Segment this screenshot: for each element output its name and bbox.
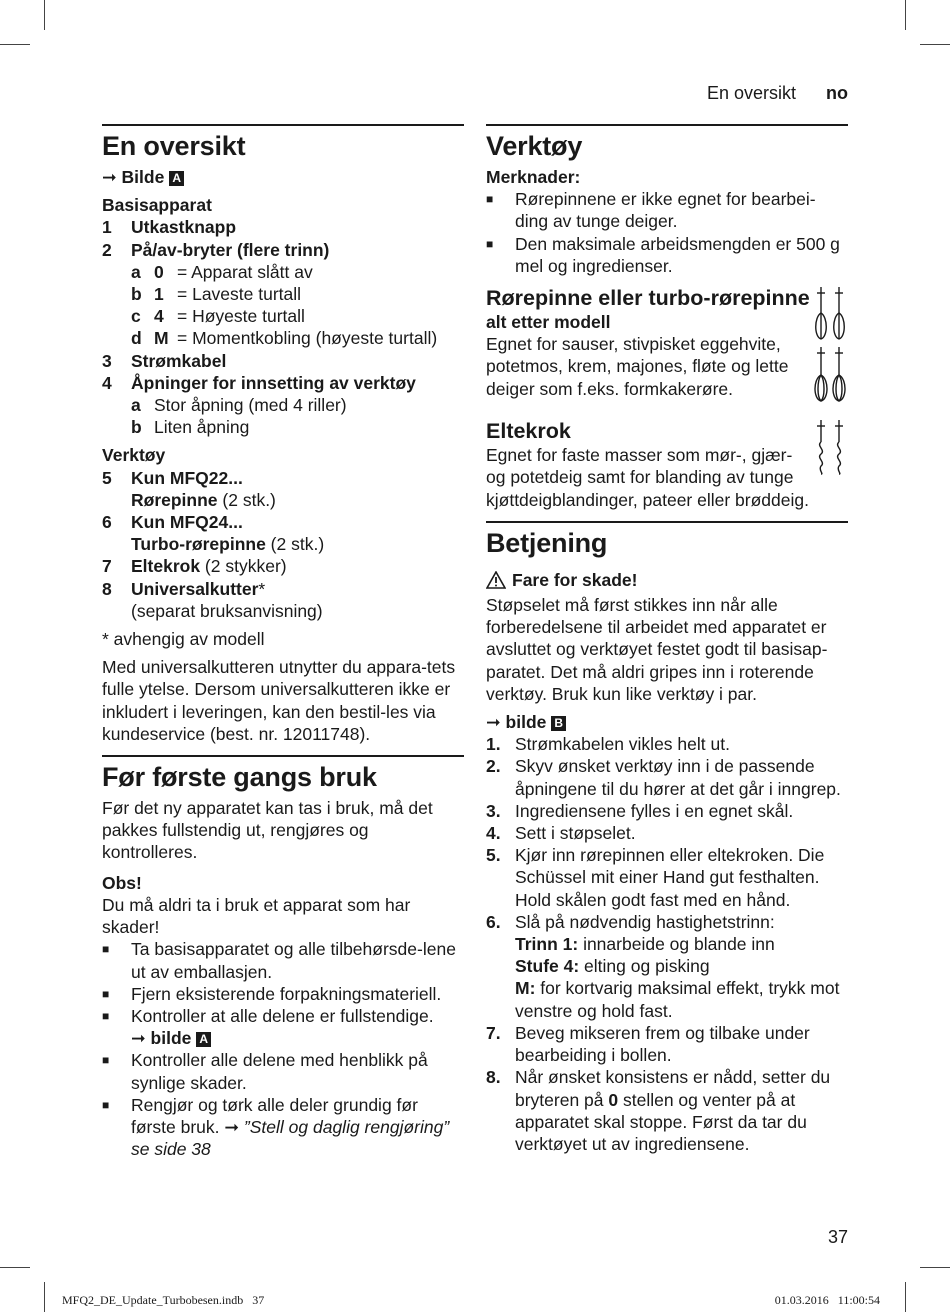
tool-title: Eltekrok [486,419,571,444]
step-item: 1. Strømkabelen vikles helt ut. [486,734,730,755]
list-item: 2 På/av-bryter (flere trinn) [102,239,330,260]
whisk-block [486,285,848,410]
crop-mark [44,1282,45,1312]
section-rule [102,124,464,126]
arrow-right-icon: ➞ [131,1028,146,1049]
figure-ref: ➞ Bilde A [102,166,464,188]
bullet-item: ■ Rengjør og tørk alle deler grundig før første bruk. ➞ ”Stell og daglig rengjøring” se side 38 [102,1094,450,1160]
section-title: Betjening [486,527,608,558]
switch-setting: a 0 = Apparat slått av [131,261,313,282]
hook-block [486,418,848,511]
running-header [707,82,848,104]
crop-mark [905,1282,906,1312]
crop-mark [44,0,45,30]
right-column [486,124,848,1155]
crop-mark [920,1267,950,1268]
step-item: 4. Sett i støpselet. [486,823,636,844]
danger-title: Fare for skade! [486,569,848,594]
bullet-item: ■ Den maksimale arbeidsmengden er 500 g mel og ingredienser. [486,233,840,276]
step-item: 5. Kjør inn rørepinnen eller eltekroken. Die Schüssel mit einer Hand gut festhalten. Hold skålen godt fast med en hånd. [486,845,825,910]
paragraph: Egnet for sauser, stivpisket eggehvite, potetmos, krem, majones, fløte og lette deiger som f.eks. formkakerøre. [486,334,789,399]
square-bullet-icon: ■ [486,192,494,207]
figure-letter-icon: A [169,171,184,186]
bullet-item: ■ Ta basisapparatet og alle tilbehørsde-lene ut av emballasjen. [102,939,456,982]
warning-icon [486,571,506,594]
switch-setting: c 4 = Høyeste turtall [131,306,305,327]
step-item: 7. Beveg mikseren frem og tilbake under bearbeiding i bollen. [486,1022,810,1066]
bullet-item: ■ Fjern eksisterende forpakningsmateriell. [102,983,442,1004]
section-rule [102,755,464,757]
arrow-right-icon: ➞ [486,712,501,733]
step-item: 2. Skyv ønsket verktøy inn i de passende åpningene til du hører at det går i inngrep. [486,756,841,799]
opening-item: b Liten åpning [131,417,250,438]
section-rule [486,124,848,126]
footnote: * avhengig av modell [102,629,265,650]
paragraph: Du må aldri ta i bruk et apparat som har skader! [102,894,411,938]
section-rule [486,521,848,523]
footer-file: MFQ2_DE_Update_Turbobesen.indb 37 [62,1293,265,1307]
paragraph: Med universalkutteren utnytter du appara-tets fulle ytelse. Dersom universalkutteren ikke er inkludert i leveringen, kan den bestil-les via kundeservice (best. nr. 12011748). [102,657,456,744]
square-bullet-icon: ■ [102,942,110,957]
paragraph: Før det ny apparatet kan tas i bruk, må det pakkes fullstendig ut, rengjøres og kontrolleres. [102,798,433,863]
bullet-item: ■ Rørepinnene er ikke egnet for bearbei-ding av tunge deiger. [486,189,816,232]
whisk-icon [812,285,848,410]
subsection-title: Basisapparat [102,195,212,216]
cross-reference: ”Stell og daglig rengjøring” se side 38 [131,1116,450,1160]
tool-subtitle: alt etter modell [486,312,611,333]
caution-title: Obs! [102,872,142,893]
square-bullet-icon: ■ [102,986,110,1001]
dough-hook-icon [812,418,848,511]
step-item: 8. Når ønsket konsistens er nådd, setter du bryteren på 0 stellen og venter på at apparatet skal stoppe. Først da tar du verktøyet ut av ingrediensene. [486,1067,831,1154]
arrow-right-icon: ➞ [102,167,117,187]
header-language: no [826,83,848,103]
section-title: Verktøy [486,131,583,161]
crop-mark [0,1267,30,1268]
switch-setting: b 1 = Laveste turtall [131,284,302,305]
step-item: 6. Slå på nødvendig hastighetstrinn: Trinn 1: innarbeide og blande inn Stufe 4: elting og pisking M: for kortvarig maksimal effekt, trykk mot venstre og hold fast. [486,911,840,1021]
header-section: En oversikt [706,83,796,103]
list-item: 1 Utkastknapp [102,217,237,238]
left-column [102,124,464,1160]
square-bullet-icon: ■ [102,1097,110,1112]
list-item: 4 Åpninger for innsetting av verktøy [102,372,416,393]
crop-mark [0,44,30,45]
step-item: 3. Ingrediensene fylles i en egnet skål. [486,800,794,821]
crop-mark [905,0,906,30]
opening-item: a Stor åpning (med 4 riller) [131,395,347,416]
square-bullet-icon: ■ [102,1008,110,1023]
paragraph: Støpselet må først stikkes inn når alle forberedelsene til arbeidet med apparatet er avsluttet og verktøyet festet godt til basisap-paratet. Det må aldri gripes inn i roterende verktøy. Bruk kun like verktøy i par. [486,595,828,704]
arrow-right-icon: ➞ [224,1116,240,1137]
bullet-item: ■ Kontroller at alle delene er fullstendige. ➞ bilde A [102,1005,434,1049]
page-number: 37 [827,1227,848,1247]
section-title: En oversikt [102,131,246,161]
square-bullet-icon: ■ [102,1053,110,1068]
switch-setting: d M = Momentkobling (høyeste turtall) [131,328,438,349]
square-bullet-icon: ■ [486,236,494,251]
tool-item: 7 Eltekrok (2 stykker) [102,556,287,577]
crop-mark [920,44,950,45]
subsection-title: Verktøy [102,445,166,466]
tool-item: 5 Kun MFQ22... Rørepinne (2 stk.) [102,467,276,510]
figure-letter-icon: A [196,1032,211,1047]
bullet-item: ■ Kontroller alle delene med henblikk på synlige skader. [102,1050,428,1093]
tool-item: 8 Universalkutter* (separat bruksanvisning) [102,578,323,621]
figure-ref: ➞ bilde B [486,711,848,733]
notes-title: Merknader: [486,167,581,187]
list-item: 3 Strømkabel [102,350,227,371]
footer-date: 01.03.2016 11:00:54 [774,1293,880,1307]
section-title: Før første gangs bruk [102,762,377,793]
paragraph: Egnet for faste masser som mør-, gjær- og potetdeig samt for blanding av tunge kjøttdeigblandinger, pateer eller brøddeig. [486,445,809,510]
tool-item: 6 Kun MFQ24... Turbo-rørepinne (2 stk.) [102,512,325,555]
tool-title: Rørepinne eller turbo-rørepinne [486,286,810,311]
figure-letter-icon: B [551,716,566,731]
